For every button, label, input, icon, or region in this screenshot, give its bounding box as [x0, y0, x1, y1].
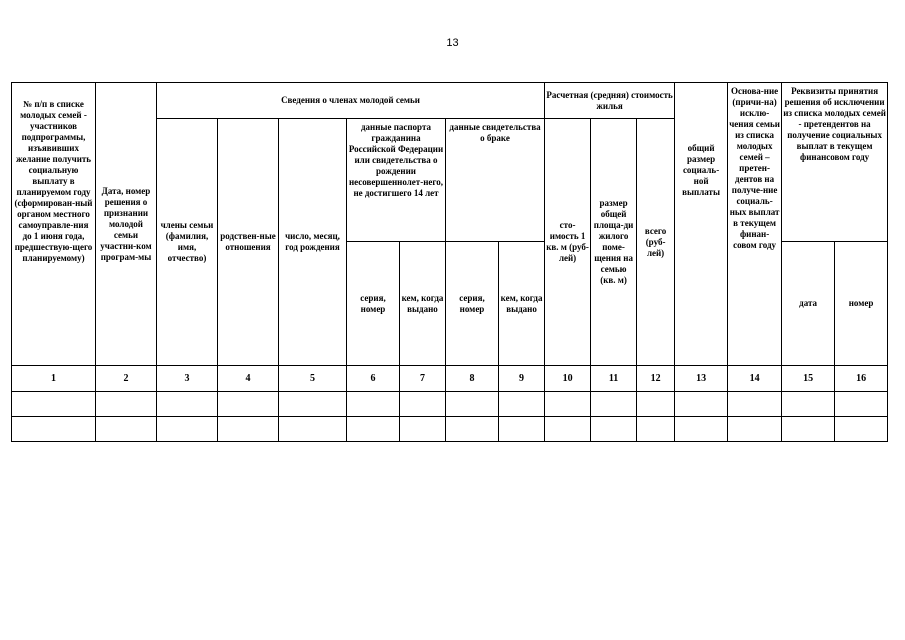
table-cell[interactable] — [446, 417, 499, 442]
table-cell[interactable] — [96, 417, 157, 442]
header-birth-date: число, месяц, год рождения — [279, 119, 347, 366]
column-number: 9 — [499, 366, 545, 392]
header-relationship: родствен-ные отношения — [218, 119, 279, 366]
header-total-cost: всего (руб-лей) — [637, 119, 675, 366]
header-decision-date: Дата, номер решения о признании молодой семьи участни-ком програм-мы — [96, 83, 157, 366]
column-number: 13 — [675, 366, 728, 392]
table-cell[interactable] — [12, 392, 96, 417]
column-number: 7 — [400, 366, 446, 392]
header-family-members: члены семьи (фамилия, имя, отчество) — [157, 119, 218, 366]
column-number: 8 — [446, 366, 499, 392]
table-cell[interactable] — [218, 392, 279, 417]
exclusion-list-table — [11, 82, 888, 442]
header-exclusion-reason: Основа-ние (причи-на) исклю-чения семьи из списка молодых семей – претен-дентов на получе-ние социаль-ных выплат в текущем финан-совом году — [728, 83, 782, 366]
header-marriage-series: серия, номер — [446, 242, 499, 366]
header-family-info-group: Сведения о членах молодой семьи — [157, 83, 545, 119]
header-decision-date-sub: дата — [782, 242, 835, 366]
header-passport-group: данные паспорта гражданина Российской Федерации или свидетельства о рождении несовершеннолет-него, не достигшего 14 лет — [347, 119, 446, 242]
column-number: 5 — [279, 366, 347, 392]
column-number: 12 — [637, 366, 675, 392]
column-number: 4 — [218, 366, 279, 392]
table-cell[interactable] — [347, 392, 400, 417]
table-cell[interactable] — [675, 417, 728, 442]
table-cell[interactable] — [218, 417, 279, 442]
column-number: 15 — [782, 366, 835, 392]
table-cell[interactable] — [499, 417, 545, 442]
header-housing-cost-group: Расчетная (средняя) стоимость жилья — [545, 83, 675, 119]
header-total-payment: общий размер социаль-ной выплаты — [675, 83, 728, 366]
table-row — [12, 392, 888, 417]
column-number: 14 — [728, 366, 782, 392]
header-passport-issued: кем, когда выдано — [400, 242, 446, 366]
table-cell[interactable] — [545, 392, 591, 417]
header-cost-per-sqm: сто-имость 1 кв. м (руб-лей) — [545, 119, 591, 366]
table-cell[interactable] — [499, 392, 545, 417]
table-row — [12, 417, 888, 442]
table-cell[interactable] — [279, 392, 347, 417]
column-number: 3 — [157, 366, 218, 392]
header-decision-number-sub: номер — [835, 242, 888, 366]
table-cell[interactable] — [279, 417, 347, 442]
table-cell[interactable] — [591, 392, 637, 417]
header-list-number: № п/п в списке молодых семей - участников подпрограммы, изъявивших желание получить социальную выплату в планируемом году (сформирован-ный органом местного самоуправле-ния до 1 июня года, предшествую-щего планируемому) — [12, 83, 96, 366]
table-cell[interactable] — [347, 417, 400, 442]
column-number: 10 — [545, 366, 591, 392]
table-cell[interactable] — [157, 417, 218, 442]
header-marriage-issued: кем, когда выдано — [499, 242, 545, 366]
column-number: 2 — [96, 366, 157, 392]
table-cell[interactable] — [835, 417, 888, 442]
table-cell[interactable] — [835, 392, 888, 417]
table-cell[interactable] — [96, 392, 157, 417]
table-cell[interactable] — [637, 417, 675, 442]
column-number: 16 — [835, 366, 888, 392]
page-number: 13 — [446, 37, 459, 49]
column-number: 11 — [591, 366, 637, 392]
table-cell[interactable] — [782, 392, 835, 417]
header-passport-series: серия, номер — [347, 242, 400, 366]
table-cell[interactable] — [637, 392, 675, 417]
header-decision-details-group: Реквизиты принятия решения об исключении из списка молодых семей - претендентов на получение социальных выплат в текущем финансовом году — [782, 83, 888, 242]
table-cell[interactable] — [591, 417, 637, 442]
table-cell[interactable] — [157, 392, 218, 417]
column-number: 1 — [12, 366, 96, 392]
table-cell[interactable] — [446, 392, 499, 417]
table-cell[interactable] — [728, 392, 782, 417]
table-cell[interactable] — [545, 417, 591, 442]
header-area: размер общей площа-ди жилого поме-щения на семью (кв. м) — [591, 119, 637, 366]
column-number-row — [12, 366, 888, 392]
table-cell[interactable] — [400, 392, 446, 417]
column-number: 6 — [347, 366, 400, 392]
table-cell[interactable] — [400, 417, 446, 442]
table-cell[interactable] — [782, 417, 835, 442]
table-cell[interactable] — [728, 417, 782, 442]
table-cell[interactable] — [12, 417, 96, 442]
header-marriage-certificate-group: данные свидетельства о браке — [446, 119, 545, 242]
table-cell[interactable] — [675, 392, 728, 417]
